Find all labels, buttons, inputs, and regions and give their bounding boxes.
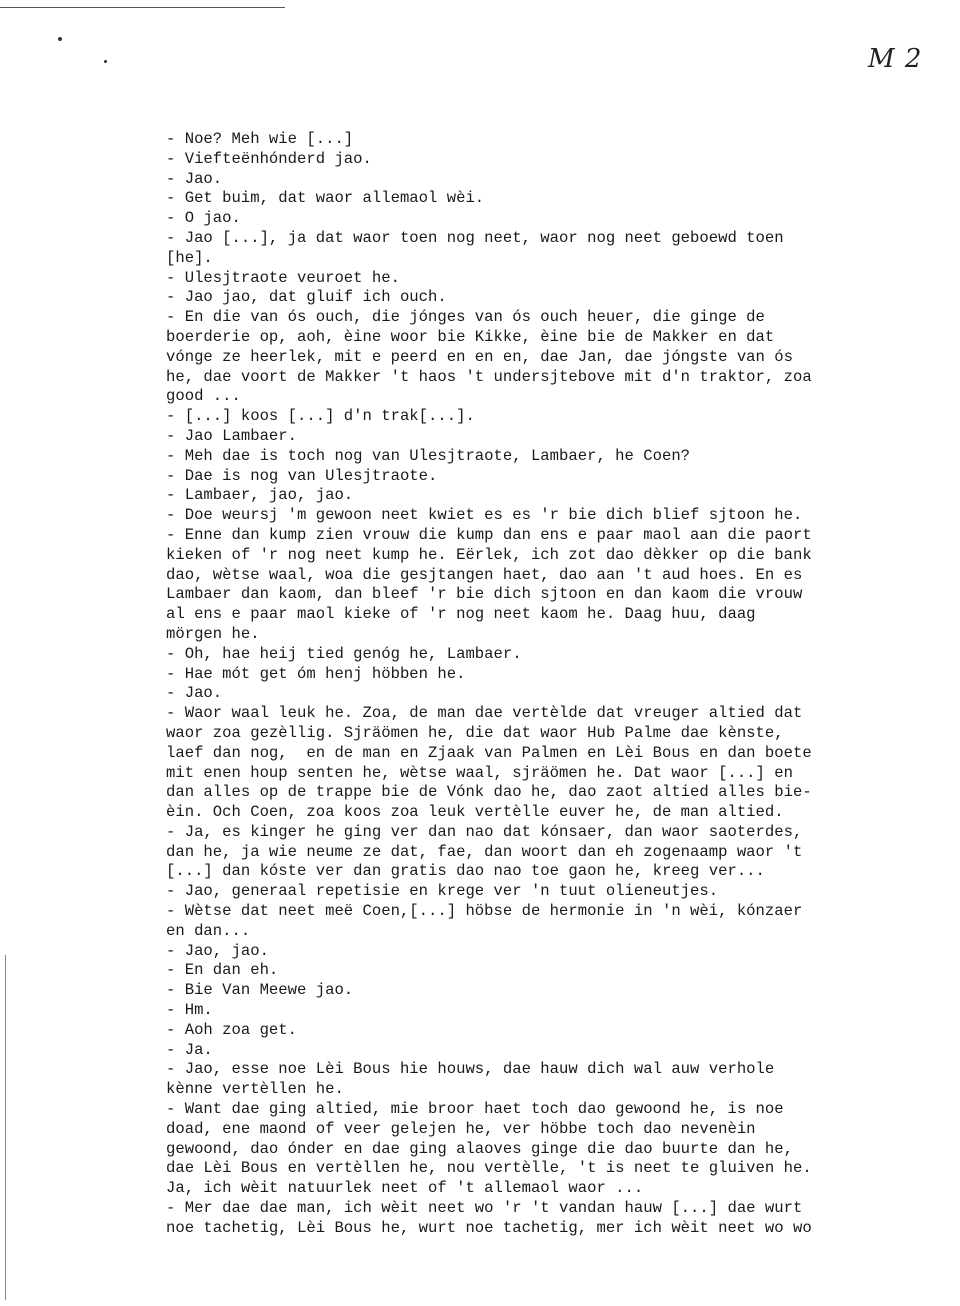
transcript-line: Lambaer dan kaom, dan bleef 'r bie dich sjtoon en dan kaom die vrouw [166,585,803,604]
transcript-line: - Ja. [166,1040,213,1059]
transcript-line: dan he, ja wie neume ze dat, fae, dan woort dan eh zogenaamp waor 't [166,842,803,861]
transcript-line: dan alles op de trappe bie de Vónk dao he, dao zaot altied alles bie- [166,783,812,802]
transcript-line: good ... [166,387,241,406]
transcript-line: - Jao, generaal repetisie en krege ver 'n tuut olieneutjes. [166,882,719,901]
transcript-line: - Lambaer, jao, jao. [166,486,354,505]
transcript-line: kieken of 'r nog neet kump he. Eërlek, ich zot dao dèkker op die bank [166,545,812,564]
transcript-line: - [...] koos [...] d'n trak[...]. [166,407,475,426]
transcript-line: waor zoa gezèllig. Sjräömen he, die dat waor Hub Palme dae kènste, [166,723,784,742]
transcript-line: kènne vertèllen he. [166,1080,344,1099]
transcript-line: - Want dae ging altied, mie broor haet toch dao gewoond he, is noe [166,1100,784,1119]
transcript-line: Ja, ich wèit natuurlek neet of 't allemaol waor ... [166,1179,644,1198]
transcript-line: - Jao [...], ja dat waor toen nog neet, waor nog neet geboewd toen [166,228,784,247]
transcript-line: - Aoh zoa get. [166,1020,298,1039]
scan-speck [58,37,62,41]
transcript-line: mit enen houp senten he, wètse waal, sjräömen he. Dat waor [...] en [166,763,793,782]
transcript-line: en dan... [166,921,251,940]
transcript-line: - Jao, esse noe Lèi Bous hie houws, dae hauw dich wal auw verhole [166,1060,775,1079]
transcript-line: - Ja, es kinger he ging ver dan nao dat kónsaer, dan waor saoterdes, [166,822,803,841]
transcript-line: doad, ene maond of veer gelejen he, ver höbbe toch dao nevenèin [166,1119,756,1138]
page-number-annotation: M 2 [868,44,923,74]
transcript-line: - Enne dan kump zien vrouw die kump dan ens e paar maol aan die paort [166,525,812,544]
transcript-line: - Doe weursj 'm gewoon neet kwiet es es 'r bie dich blief sjtoon he. [166,506,803,525]
transcript-line: - En dan eh. [166,961,279,980]
transcript-line: - Jao, jao. [166,941,269,960]
scan-speck [104,60,107,63]
transcript-line: - Jao. [166,169,223,188]
transcript-line: èin. Och Coen, zoa koos zoa leuk vertèlle euver he, de man altied. [166,803,784,822]
transcript-line: - Noe? Meh wie [...] [166,130,354,148]
transcript-line: - Viefteënhónderd jao. [166,149,372,168]
transcript-line: al ens e paar maol kieke of 'r nog neet kaom he. Daag huu, daag [166,605,756,624]
transcript-line: - Hae mót get óm henj höbben he. [166,664,466,683]
scan-margin-line [5,955,6,1300]
transcript-line: - Bie Van Meewe jao. [166,981,354,1000]
transcript-line: - Waor waal leuk he. Zoa, de man dae vertèlde dat vreuger altied dat [166,704,803,723]
transcript-body [166,130,866,1239]
transcript-line: vónge ze heerlek, mit e peerd en en en, dae Jan, dae jóngste van ós [166,347,793,366]
transcript-line: - Oh, hae heij tied genóg he, Lambaer. [166,644,522,663]
transcript-line: - O jao. [166,209,241,228]
transcript-line: - Wètse dat neet meë Coen,[...] höbse de hermonie in 'n wèi, kónzaer [166,902,803,921]
transcript-line: dae Lèi Bous en vertèllen he, nou vertèlle, 't is neet te gluiven he. [166,1159,812,1178]
transcript-line: noe tachetig, Lèi Bous he, wurt noe tachetig, mer ich wèit neet wo wo [166,1218,812,1237]
transcript-line: gewoond, dao ónder en dae ging alaoves ginge die dao buurte dan he, [166,1139,793,1158]
transcript-line: he, dae voort de Makker 't haos 't undersjtebove mit d'n traktor, zoa [166,367,812,386]
transcript-line: - Hm. [166,1001,213,1020]
top-rule [0,7,285,8]
transcript-line: boerderie op, aoh, èine woor bie Kikke, èine bie de Makker en dat [166,327,775,346]
transcript-line: - Mer dae dae man, ich wèit neet wo 'r 't vandan hauw [...] dae wurt [166,1199,803,1218]
transcript-line: dao, wètse waal, woa die gesjtangen haet, dao aan 't aud hoes. En es [166,565,803,584]
transcript-line: mörgen he. [166,624,260,643]
transcript-line: - Jao Lambaer. [166,426,298,445]
transcript-line: - Ulesjtraote veuroet he. [166,268,400,287]
transcript-line: - Dae is nog van Ulesjtraote. [166,466,438,485]
transcript-line: - Meh dae is toch nog van Ulesjtraote, Lambaer, he Coen? [166,446,691,465]
transcript-line: [...] dan kóste ver dan gratis dao nao toe gaon he, kreeg ver... [166,862,765,881]
transcript-line: - Jao. [166,684,223,703]
transcript-line: [he]. [166,248,213,267]
transcript-line: - Jao jao, dat gluif ich ouch. [166,288,447,307]
transcript-line: laef dan nog, en de man en Zjaak van Palmen en Lèi Bous en dan boete [166,743,812,762]
transcript-line: - En die van ós ouch, die jónges van ós ouch heuer, die ginge de [166,308,765,327]
transcript-line: - Get buim, dat waor allemaol wèi. [166,189,485,208]
